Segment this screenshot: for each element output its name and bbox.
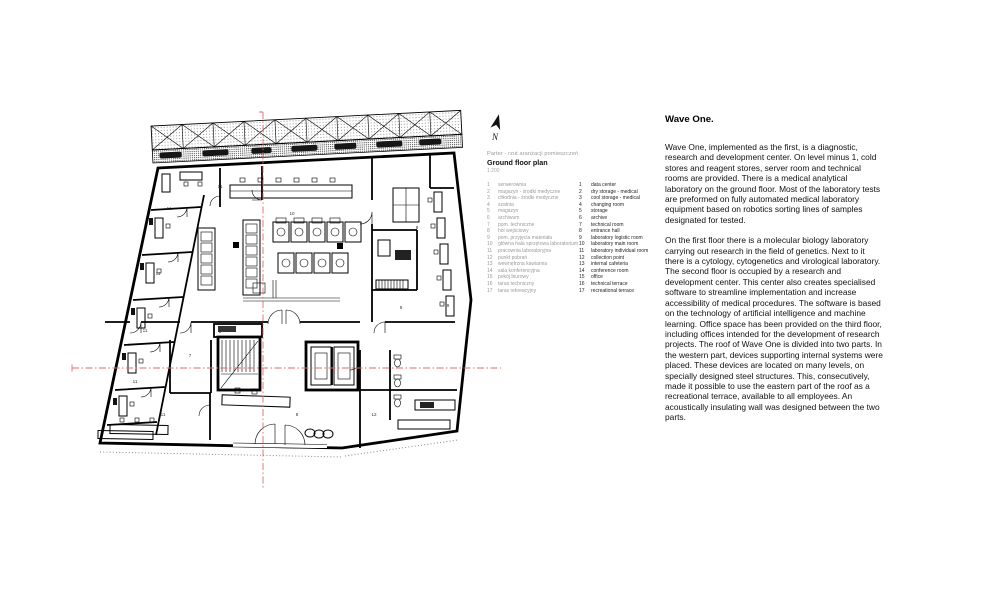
legend-label-en: dry storage - medical (591, 188, 638, 195)
legend-num-en: 10 (579, 241, 585, 248)
article-paragraph: Wave One, implemented as the first, is a diagnostic, research and development center. On level minus 1, cold stores and reagent stores, server room and technical rooms are provided. There is a medical analytical laboratory on the ground floor. Most of the laboratory tests are preformed on fully automated medical laboratory equipment based on robotics sorting lines of samples designated for tested. (665, 142, 881, 225)
legend-label-pl: archiwum (498, 214, 520, 221)
room-number-label: 11 (166, 206, 172, 211)
bottom-right-benches (398, 400, 455, 429)
legend-num-en: 7 (579, 221, 582, 228)
elevator-shafts (306, 342, 358, 390)
legend-label-en: technical room (591, 221, 624, 228)
legend-num-pl: 4 (487, 201, 490, 208)
room-number-label: 3 (218, 329, 222, 334)
legend-num-en: 14 (579, 267, 585, 274)
legend-num-pl: 3 (487, 195, 490, 202)
legend-label-pl: taras techniczny (498, 280, 535, 287)
legend-num-en: 8 (579, 228, 582, 235)
legend-num-en: 3 (579, 195, 582, 202)
legend-label-en: laboratory main room (591, 241, 639, 248)
legend-label-en: collection point (591, 254, 625, 261)
legend-label-pl: serwerownia (498, 182, 527, 188)
legend-label-en: laboratory logistic room (591, 234, 643, 241)
legend-label-en: data center (591, 182, 617, 188)
legend-num-en: 15 (579, 274, 585, 281)
lab-counter (230, 178, 352, 198)
legend-num-pl: 15 (487, 274, 493, 281)
legend-num-pl: 1 (487, 182, 490, 188)
legend-num-en: 4 (579, 201, 582, 208)
entrance-hall (222, 388, 333, 449)
legend-items (487, 183, 655, 294)
legend-num-pl: 11 (487, 247, 493, 254)
legend-num-pl: 17 (487, 287, 493, 294)
legend-label-pl: pom. techniczne (498, 221, 535, 228)
legend-num-pl: 2 (487, 188, 490, 195)
legend-label-en: laboratory individual room (591, 247, 649, 254)
legend-title-en: Ground floor plan (487, 158, 548, 167)
room-9-furniture (376, 188, 454, 316)
legend-label-en: technical terrace (591, 280, 628, 287)
svg-text:N: N (492, 132, 499, 142)
legend-label-pl: wewnętrzna kawiarnia (498, 261, 548, 268)
legend-num-en: 11 (579, 247, 585, 254)
article-title: Wave One. (665, 114, 714, 125)
article (665, 114, 886, 433)
room-number-label: 10 (289, 211, 295, 216)
legend-label-pl: taras rekreacyjny (498, 287, 537, 294)
legend-num-en: 9 (579, 234, 582, 241)
legend-num-en: 16 (579, 280, 585, 287)
legend-label-pl: magazyn (498, 208, 519, 215)
room-number-label: 8 (295, 412, 299, 417)
room-number-label: 9 (415, 225, 419, 230)
legend (487, 112, 655, 294)
legend-title-pl: Parter - rzut aranżacji pomieszczeń (487, 151, 579, 157)
legend-num-pl: 12 (487, 254, 493, 261)
legend-num-en: 12 (579, 254, 585, 261)
legend-label-pl: magazyn - środki medyczne (498, 188, 561, 195)
legend-num-en: 6 (579, 214, 582, 221)
room-number-labels (133, 184, 450, 417)
legend-num-pl: 14 (487, 267, 493, 274)
legend-num-pl: 10 (487, 241, 493, 248)
stair-core (218, 337, 260, 390)
legend-label-en: storage (591, 208, 608, 215)
legend-num-pl: 8 (487, 228, 490, 235)
legend-label-en: changing room (591, 201, 625, 208)
legend-num-en: 5 (579, 208, 582, 215)
legend-num-en: 2 (579, 188, 582, 195)
legend-label-en: conference room (591, 267, 629, 274)
legend-label-en: office (591, 274, 603, 281)
legend-label-pl: hol wejściowy (498, 228, 529, 235)
legend-num-en: 17 (579, 287, 585, 294)
legend-num-pl: 6 (487, 214, 490, 221)
legend-label-pl: chłodnia - środki medyczne (498, 195, 559, 202)
lab-equipment-racks (198, 220, 260, 295)
legend-num-pl: 5 (487, 208, 490, 215)
legend-label-pl: pom. przyjęcia materiału (498, 234, 553, 241)
legend-num-en: 13 (579, 261, 585, 268)
legend-num-pl: 9 (487, 234, 490, 241)
lab-machine-rows (233, 218, 361, 301)
floor-plan-drawing (30, 100, 510, 500)
legend-label-pl: główna hala sprzętowa laboratorium (498, 241, 579, 248)
north-arrow-icon (487, 112, 507, 142)
legend-label-pl: szatnia (498, 201, 514, 208)
legend-label-pl: pokój biurowy (498, 274, 529, 281)
room-number-label: 11 (217, 184, 223, 189)
pilasters (113, 218, 153, 405)
room-number-label: 12 (371, 412, 377, 417)
room-number-label: 11 (132, 379, 138, 384)
legend-label-pl: sala konferencyjna (498, 267, 540, 274)
legend-num-en: 1 (579, 182, 582, 188)
legend-label-pl: pracownia laboratoryjna (498, 247, 552, 254)
room-number-label: 7 (188, 353, 192, 358)
legend-label-en: entrance hall (591, 228, 620, 235)
room-number-label: 9 (399, 305, 403, 310)
legend-label-en: internal cafeteria (591, 261, 628, 268)
legend-num-pl: 13 (487, 261, 493, 268)
legend-num-pl: 16 (487, 280, 493, 287)
room-number-label: 11 (155, 271, 161, 276)
legend-label-pl: punkt pobrań (498, 254, 528, 261)
sanitary-fixtures (394, 355, 401, 407)
legend-label-en: archive (591, 214, 608, 221)
legend-num-pl: 7 (487, 221, 490, 228)
room-number-label: 9 (446, 303, 450, 308)
legend-label-en: cool storage - medical (591, 195, 640, 202)
room-number-label: 11 (142, 328, 148, 333)
floor-plan (30, 100, 510, 500)
article-paragraph: On the first floor there is a molecular biology laboratory carrying out research in the field of genetics. Next to it there is a cytology, cytogenetics and virological laboratory. The second floor is occupied by a research and development center. This center also creates specialised software to streamline implementation and increase accessibility of medical procedures. The software is based on the technology of artificial intelligence and machine learning. Office space has been provided on the third floor, including offices intended for the development of research projects. The roof of Wave One is divided into two parts. In the western part, devices supporting internal systems were placed. These devices are located on many levels, on specially designed steel structures. This, consecutively, made it possible to use the eastern part of the roof as a recreational terrace, available to all employees. An acoustically insulating wall was designed between the two parts. (665, 235, 883, 423)
room-number-label: 11 (160, 412, 166, 417)
legend-scale: 1:200 (487, 168, 500, 174)
legend-label-en: recreational terrace (591, 287, 635, 294)
